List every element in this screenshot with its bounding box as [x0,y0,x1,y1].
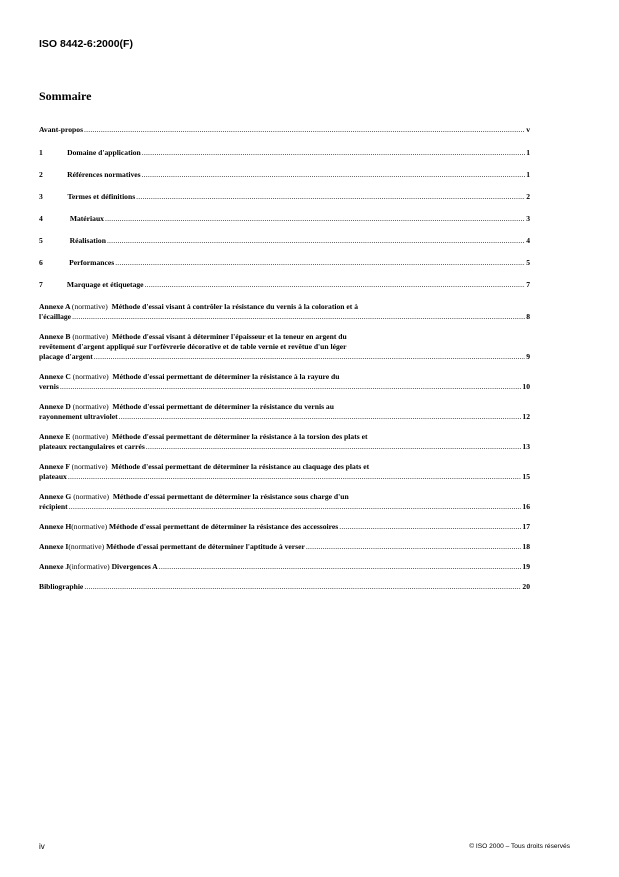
toc-entry-title: revêtement d'argent appliqué sur l'orfèvrerie décorative et de table vernie et revêtue d'un léger [39,342,347,351]
toc-entry-annex-g[interactable] [39,492,530,512]
annex-category: (normative) [72,402,109,411]
toc-entry-title: Méthode d'essai permettant de déterminer la résistance au claquage des plats et [111,462,370,471]
toc-entry-title: Divergences A [111,562,158,571]
dot-leader [306,542,522,552]
annex-category: (normative) [73,492,110,501]
page-number: iv [39,842,45,851]
annex-category: (normative) [71,522,108,531]
toc-entry-page: 16 [522,502,530,511]
dot-leader [145,280,526,290]
toc-entry-line [39,352,530,362]
annex-label: Annexe H [39,522,72,531]
toc-entry-title: Domaine d'application [67,148,141,157]
toc-entry-page: 17 [522,522,530,531]
toc-entry-number: 6 [39,258,43,267]
toc-clauses [39,148,530,290]
toc-entry-page: 20 [522,582,530,591]
toc-entry-page: 18 [522,542,530,551]
toc-entry-page: 10 [522,382,530,391]
toc-entry-page: 7 [526,280,530,289]
toc-entry-annex-j[interactable] [39,562,530,572]
annex-category: (normative) [71,462,108,471]
dot-leader [142,148,525,158]
toc-entry-title: Références normatives [67,170,141,179]
dot-leader [68,472,522,482]
toc-entry-title: Bibliographie [39,582,84,591]
toc-entry-clause-6[interactable] [39,258,530,268]
annex-label: Annexe G [39,492,72,501]
toc-entry-number: 1 [39,148,43,157]
toc-entry-clause-1[interactable] [39,148,530,158]
toc-entry-number: 2 [39,170,43,179]
annex-label: Annexe I [39,542,69,551]
dot-leader [159,562,522,572]
annex-category: (normative) [71,302,108,311]
toc-entry-line [39,192,530,202]
toc-entry-clause-4[interactable] [39,214,530,224]
toc-entry-title: l'écaillage [39,312,72,321]
toc-entry-page: 4 [526,236,530,245]
toc-entry-title: Méthode d'essai visant à contrôler la résistance du vernis à la coloration et à [111,302,358,311]
toc-entry-number: 3 [39,192,43,201]
toc-entry-title: Réalisation [69,236,106,245]
toc-entry-line [39,214,530,224]
dot-leader [115,258,525,268]
toc-entry-page: 5 [526,258,530,267]
toc-entry-title: rayonnement ultraviolet [39,412,118,421]
toc-entry-page: 8 [526,312,530,321]
annex-category: (normative) [68,542,105,551]
dot-leader [72,312,525,322]
toc-entry-annex-a[interactable] [39,302,530,322]
toc-entry-title: placage d'argent [39,352,93,361]
toc-entry-annex-h[interactable] [39,522,530,532]
toc-entry-title: récipient [39,502,68,511]
toc-entry-number: 7 [39,280,43,289]
toc-entry-line [39,502,530,512]
toc-entry-title: Méthode d'essai permettant de déterminer la résistance sous charge d'un [112,492,349,501]
toc-entry-page: 2 [526,192,530,201]
toc-entry-clause-2[interactable] [39,170,530,180]
toc-entry-title: Matériaux [69,214,104,223]
toc-entry-line [39,522,530,532]
toc-entry-line [39,312,530,322]
toc-entry-annex-c[interactable] [39,372,530,392]
toc-entry-number: 5 [39,236,43,245]
toc-entry-page: 12 [522,412,530,421]
toc-entry-annex-b[interactable] [39,332,530,362]
dot-leader [105,214,525,224]
toc-entry-annex-d[interactable] [39,402,530,422]
toc-entry-line [39,258,530,268]
toc-entry-page: 3 [526,214,530,223]
dot-leader [146,442,522,452]
dot-leader [142,170,526,180]
annex-category: (normative) [72,432,109,441]
toc-entry-annex-i[interactable] [39,542,530,552]
annex-label: Annexe D [39,402,71,411]
toc-entry-title: Performances [69,258,115,267]
toc-entry-line [39,148,530,158]
dot-leader [136,192,525,202]
toc-entry-line [39,402,530,412]
dot-leader [84,125,525,135]
toc-entry-line [39,432,530,442]
dot-leader [69,502,522,512]
annex-category: (normative) [72,372,109,381]
toc-entry-line [39,342,530,352]
toc-entry-title: Marquage et étiquetage [66,280,144,289]
annex-label: Annexe F [39,462,70,471]
table-of-contents [39,125,530,592]
toc-entry-title: plateaux rectangulaires et carrés [39,442,145,451]
toc-entry-annex-e[interactable] [39,432,530,452]
toc-entry-clause-5[interactable] [39,236,530,246]
toc-entry-title: vernis [39,382,59,391]
toc-entry-line [39,372,530,382]
annex-label: Annexe C [39,372,71,381]
toc-entry-title: Termes et définitions [67,192,136,201]
toc-entry-clause-3[interactable] [39,192,530,202]
toc-entry-title: Méthode d'essai permettant de déterminer la résistance à la torsion des plats et [112,432,368,441]
dot-leader [94,352,525,362]
toc-entry-page: 1 [526,170,530,179]
annex-category: (normative) [72,332,109,341]
page-title: Sommaire [39,89,92,103]
dot-leader [107,236,525,246]
toc-entry-foreword[interactable] [39,125,530,135]
toc-entry-line [39,462,530,472]
toc-entry-title: Méthode d'essai permettant de déterminer la résistance du vernis au [112,402,334,411]
toc-entry-page: 1 [526,148,530,157]
annex-label: Annexe E [39,432,71,441]
toc-entry-title: plateaux [39,472,67,481]
toc-entry-line [39,442,530,452]
annex-category: (informative) [69,562,110,571]
toc-entry-line [39,492,530,502]
annex-label: Annexe A [39,302,71,311]
toc-entry-title: Méthode d'essai visant à déterminer l'épaisseur et la teneur en argent du [112,332,347,341]
toc-entry-title: Méthode d'essai permettant de déterminer la résistance à la rayure du [112,372,340,381]
toc-entry-title: Méthode d'essai permettant de déterminer l'aptitude à verser [106,542,305,551]
annex-label: Annexe J [39,562,70,571]
toc-entry-line [39,542,530,552]
toc-annexes [39,302,530,572]
dot-leader [119,412,522,422]
toc-entry-line [39,382,530,392]
toc-entry-line [39,412,530,422]
dot-leader [84,582,521,592]
toc-entry-line [39,170,530,180]
toc-entry-page: 15 [522,472,530,481]
toc-entry-line [39,280,530,290]
toc-entry-line [39,562,530,572]
dot-leader [339,522,521,532]
dot-leader [60,382,522,392]
toc-entry-page: 13 [522,442,530,451]
toc-entry-line [39,472,530,482]
toc-entry-title: Méthode d'essai permettant de déterminer la résistance des accessoires [109,522,339,531]
annex-label: Annexe B [39,332,71,341]
toc-entry-number: 4 [39,214,43,223]
toc-entry-annex-f[interactable] [39,462,530,482]
toc-entry-line [39,332,530,342]
toc-entry-clause-7[interactable] [39,280,530,290]
toc-entry-line [39,302,530,312]
toc-entry-page: 19 [522,562,530,571]
toc-entry-page: 9 [526,352,530,361]
toc-entry-page: v [526,125,530,134]
toc-entry-bibliography[interactable] [39,582,530,592]
toc-entry-title: Avant-propos [39,125,84,134]
document-id-header: ISO 8442-6:2000(F) [39,38,133,50]
copyright-notice: © ISO 2000 – Tous droits réservés [469,843,570,850]
toc-entry-line [39,236,530,246]
